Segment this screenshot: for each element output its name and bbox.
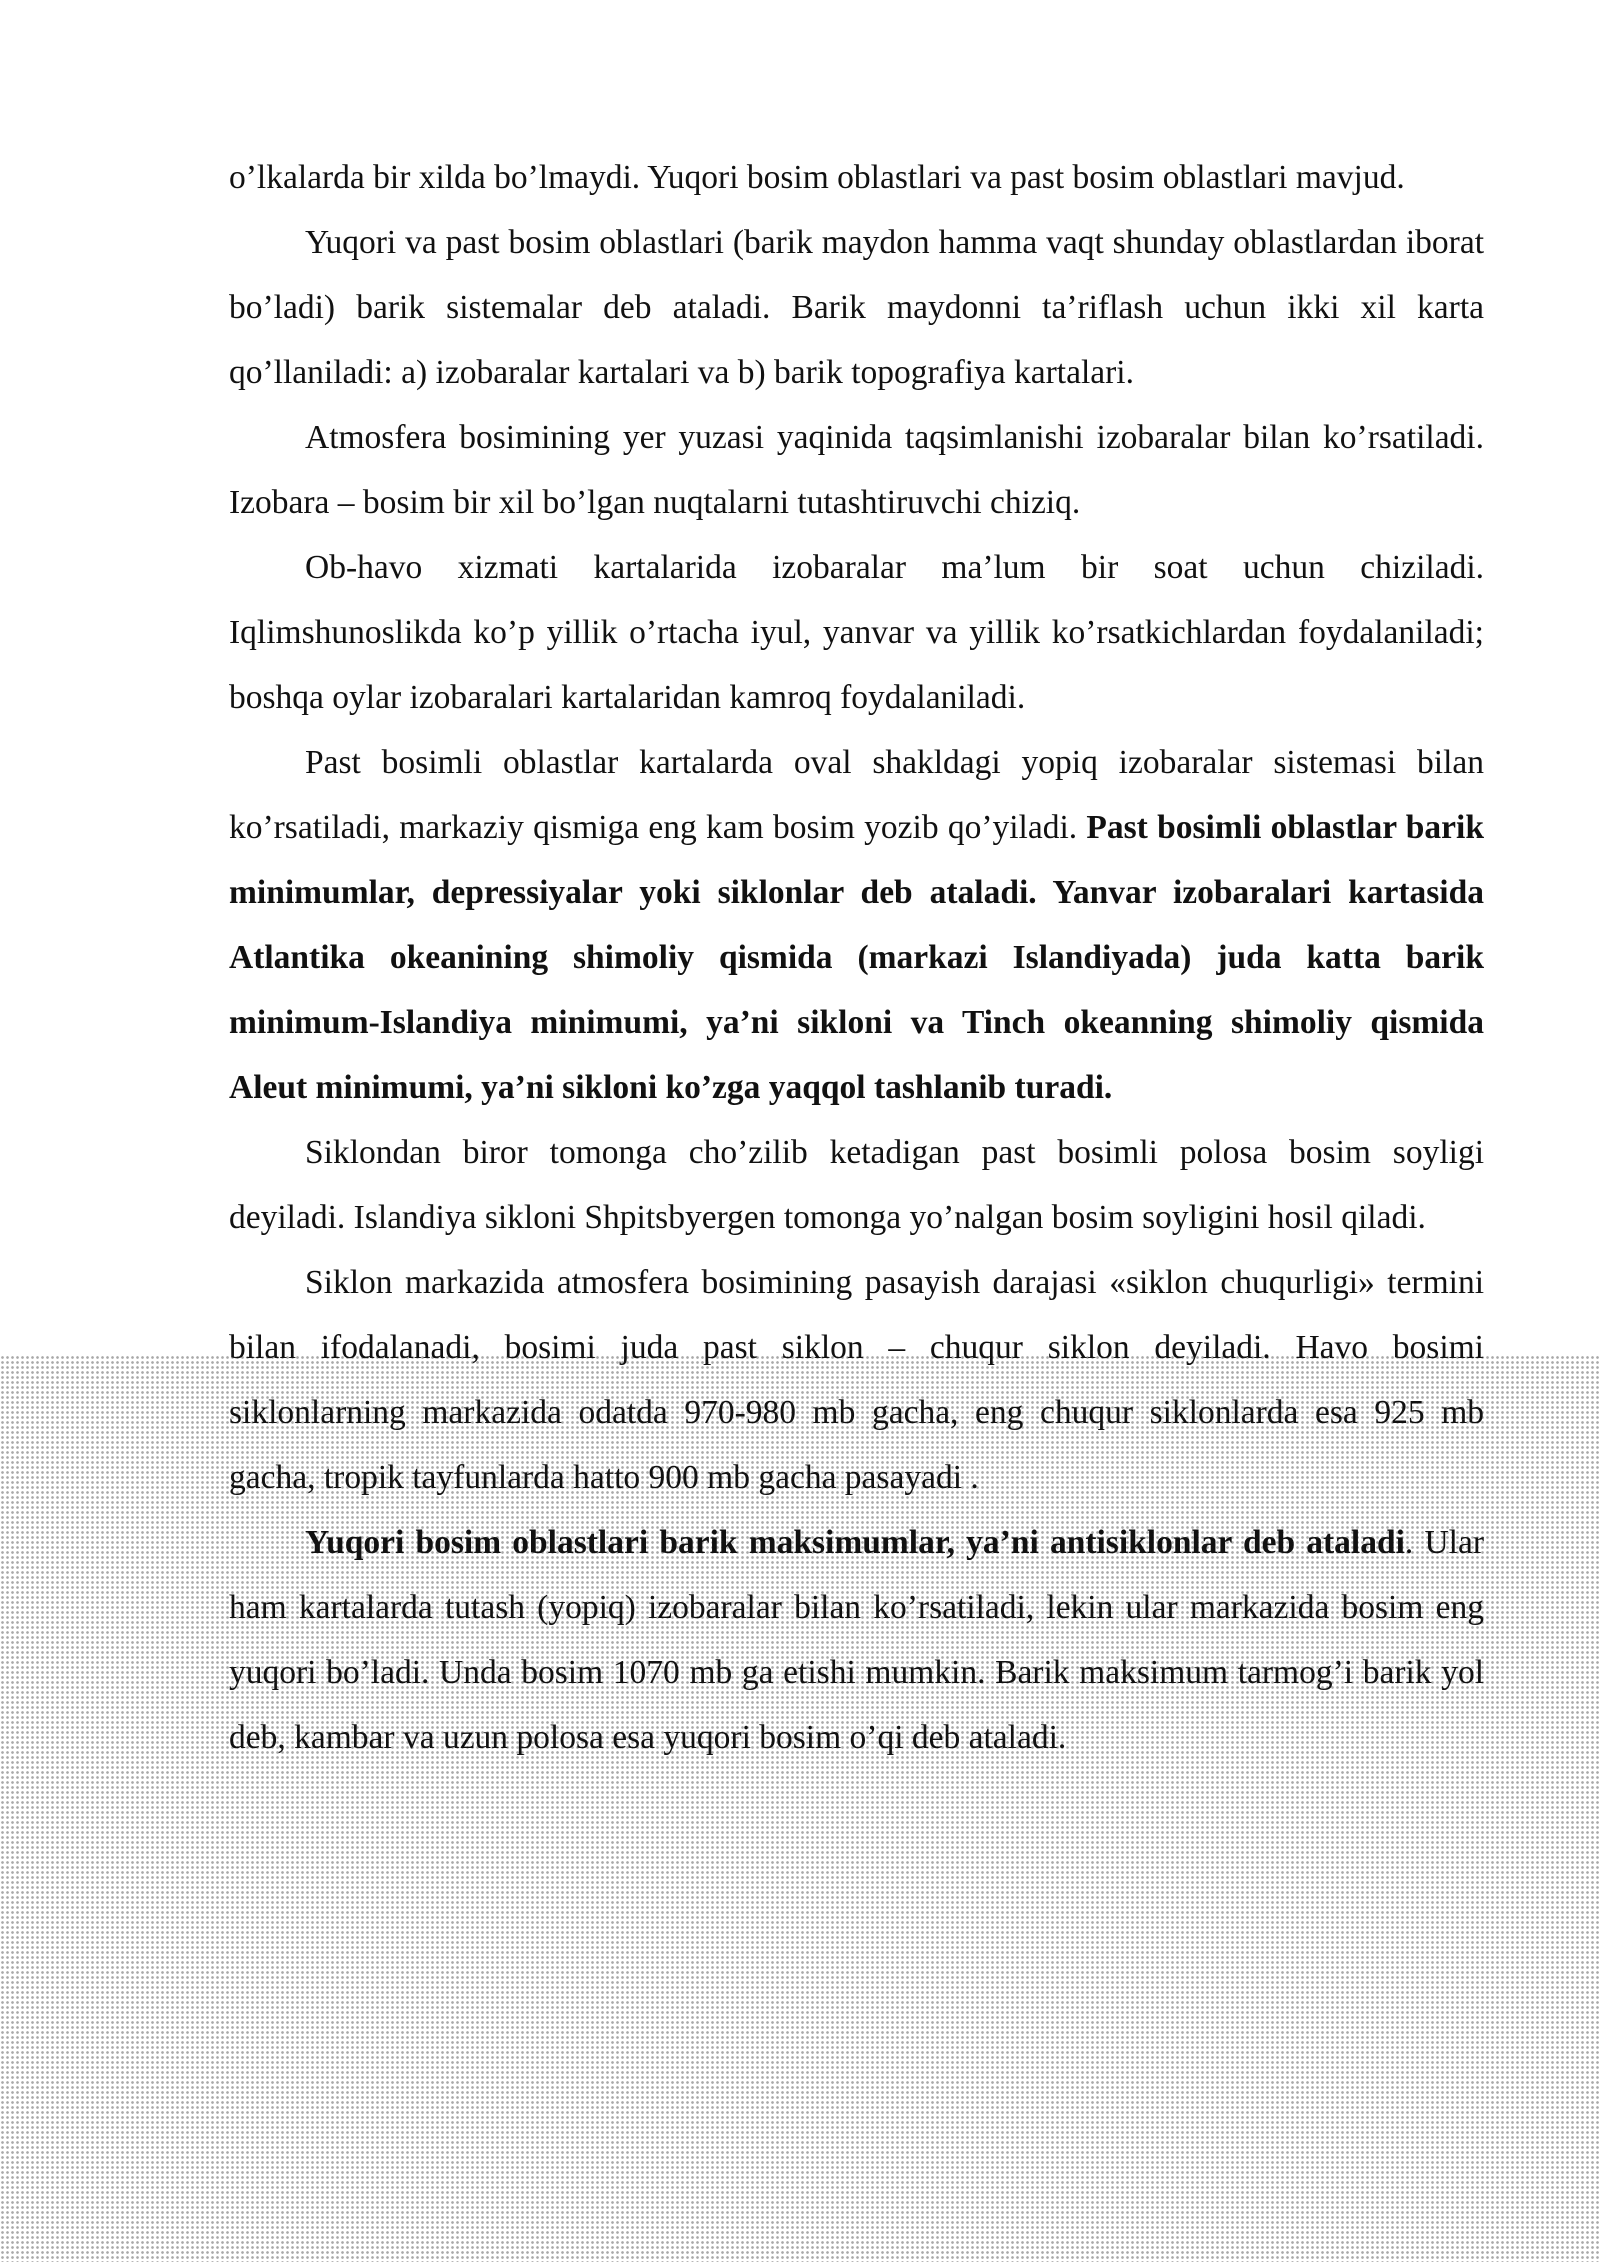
paragraph-text: Yuqori va past bosim oblastlari (barik maydon hamma vaqt shunday oblastlardan iborat bo’ladi) barik sistemalar deb ataladi. Barik maydonni ta’riflash uchun ikki xil karta qo’llaniladi: a) izobaralar kartalari va b) barik topografiya kartalari.: [229, 224, 1484, 391]
paragraph: [229, 730, 1484, 1120]
paragraph: [229, 145, 1484, 210]
paragraph-text: o’lkalarda bir xilda bo’lmaydi. Yuqori bosim oblastlari va past bosim oblastlari mavjud.: [229, 159, 1405, 196]
paragraph-text: Siklondan biror tomonga cho’zilib ketadigan past bosimli polosa bosim soyligi deyiladi. Islandiya sikloni Shpitsbyergen tomonga yo’nalgan bosim soyligini hosil qiladi.: [229, 1134, 1484, 1236]
paragraph-text: Atmosfera bosimining yer yuzasi yaqinida taqsimlanishi izobaralar bilan ko’rsatiladi. Izobara – bosim bir xil bo’lgan nuqtalarni tutashtiruvchi chiziq.: [229, 419, 1484, 521]
paragraph-text: Ob-havo xizmati kartalarida izobaralar ma’lum bir soat uchun chiziladi. Iqlimshunoslikda ko’p yillik o’rtacha iyul, yanvar va yillik ko’rsatkichlardan foydalaniladi; boshqa oylar izobaralari kartalaridan kamroq foydalaniladi.: [229, 549, 1484, 716]
paragraph-text: Past bosimli oblastlar kartalarda oval shakldagi yopiq izobaralar sistemasi bilan ko’rsatiladi, markaziy qismiga eng kam bosim yozib qo’yiladi.: [229, 744, 1484, 846]
paragraph: [229, 1250, 1484, 1510]
paragraph: [229, 210, 1484, 405]
bold-paragraph-text: Yuqori bosim oblastlari barik maksimumlar, ya’ni antisiklonlar deb ataladi: [305, 1524, 1405, 1561]
paragraph: [229, 1510, 1484, 1770]
paragraph-text: Siklon markazida atmosfera bosimining pasayish darajasi «siklon chuqurligi» termini bilan ifodalanadi, bosimi juda past siklon – chuqur siklon deyiladi. Havo bosimi siklonlarning markazida odatda 970-980 mb gacha, eng chuqur siklonlarda esa 925 mb gacha, tropik tayfunlarda hatto 900 mb gacha pasayadi .: [229, 1264, 1484, 1496]
paragraph: [229, 1120, 1484, 1250]
paragraph: [229, 405, 1484, 535]
bold-paragraph-text: Past bosimli oblastlar barik minimumlar, depressiyalar yoki siklonlar deb ataladi. Yanvar izobaralari kartasida Atlantika okeanining shimoliy qismida (markazi Islandiyada) juda katta barik minimum-Islandiya minimumi, ya’ni sikloni va Tinch okeanning shimoliy qismida Aleut minimumi, ya’ni sikloni ko’zga yaqqol tashlanib turadi.: [229, 809, 1484, 1106]
document-body: [229, 145, 1484, 1770]
paragraph: [229, 535, 1484, 730]
paragraph-text: . Ular ham kartalarda tutash (yopiq) izobaralar bilan ko’rsatiladi, lekin ular markazida bosim eng yuqori bo’ladi. Unda bosim 1070 mb ga etishi mumkin. Barik maksimum tarmog’i barik yol deb, kambar va uzun polosa esa yuqori bosim o’qi deb ataladi.: [229, 1524, 1484, 1756]
